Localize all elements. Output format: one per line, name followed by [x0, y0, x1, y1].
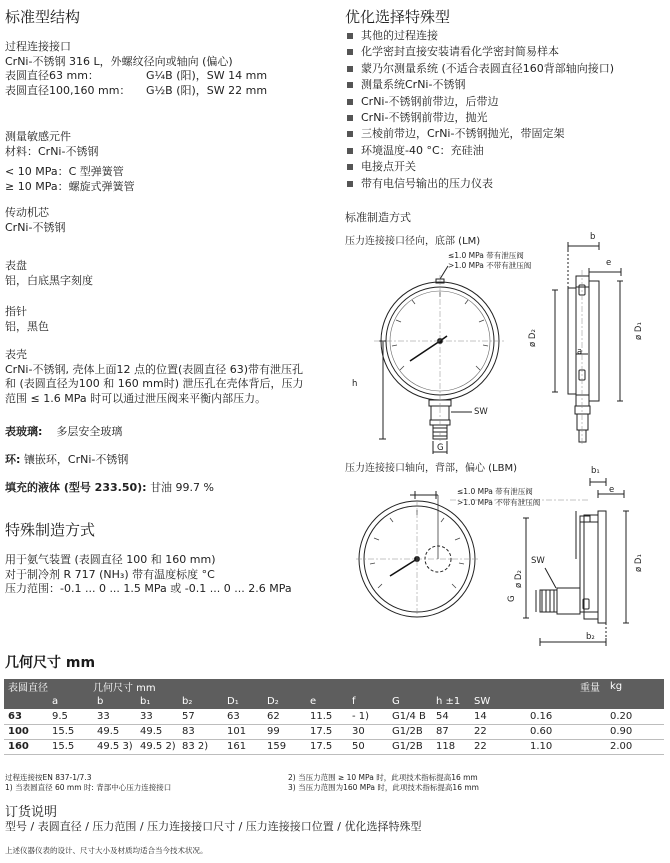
- option-item: 测量系统CrNi-不锈钢: [345, 77, 614, 93]
- special-title: 特殊制造方式: [5, 521, 96, 539]
- section-line: 铝，白底黑字刻度: [5, 273, 93, 287]
- section-case: [5, 348, 304, 406]
- fill-spec: [5, 481, 214, 496]
- dim-sw2: SW: [531, 556, 545, 566]
- order-text: 型号 / 表圆直径 / 压力范围 / 压力连接接口尺寸 / 压力连接接口位置 / 优化选择特殊型: [5, 820, 422, 833]
- option-item: 三棱前带边，CrNi-不锈钢抛光，带固定架: [345, 126, 614, 142]
- header-weight-unit: kg: [606, 679, 664, 694]
- dim-d1: ø D₁: [634, 322, 644, 340]
- special-line: 压力范围：-0.1 ... 0 ... 1.5 MPa 或 -0.1 ... 0 ... 2.6 MPa: [5, 582, 292, 595]
- diagram1-note-1: ≤1.0 MPa 带有泄压阀: [448, 251, 524, 260]
- dim-d2b: ø D₂: [514, 570, 524, 588]
- diagram1-note-2: >1.0 MPa 不带有泄压阀: [448, 261, 532, 270]
- diagram1-drawing: [340, 230, 665, 458]
- col-header: f: [348, 694, 388, 709]
- option-item: 其他的过程连接: [345, 28, 614, 44]
- section-pointer: [5, 305, 49, 334]
- special-line: 对于制冷剂 R 717 (NH₃) 带有温度标度 °C: [5, 567, 215, 581]
- dim-sw: SW: [474, 407, 488, 417]
- dim-h: h: [352, 379, 358, 389]
- fill-value: 甘油 99.7 %: [150, 481, 214, 494]
- section-process-connection: [5, 40, 268, 98]
- footnote: 1) 当表圆直径 60 mm 时: 背部中心压力连接接口: [5, 782, 172, 792]
- footnote: 3) 当压力范围为160 MPa 时，此项技术指标提高16 mm: [288, 782, 479, 792]
- col-header: h ±1: [432, 694, 470, 709]
- row-value: G½B (阳)，SW 22 mm: [146, 83, 268, 97]
- standard-label: 标准制造方式: [345, 211, 411, 224]
- section-sensing-element: [5, 130, 135, 194]
- col-header: b: [93, 694, 136, 709]
- dim-b: b: [590, 232, 596, 242]
- col-header: D₁: [223, 694, 263, 709]
- section-dial: [5, 259, 93, 288]
- diagram2-note-2: >1.0 MPa 不带有泄压阀: [457, 498, 541, 507]
- table-row: 160 15.5 49.5 3) 49.5 2) 83 2) 161 159 17.5 50 G1/2B 118 22 1.10 2.00: [4, 739, 664, 754]
- col-header: b₂: [178, 694, 223, 709]
- option-item: 蒙乃尔测量系统 (不适合表圆直径160背部轴向接口): [345, 61, 614, 77]
- special-lines: [5, 553, 292, 597]
- section-movement: [5, 206, 65, 235]
- special-line: 用于氨气装置 (表圆直径 100 和 160 mm): [5, 553, 216, 566]
- dim-d1b: ø D₁: [634, 554, 644, 572]
- ring-label: 环:: [5, 453, 21, 466]
- table-footnotes-right: [288, 773, 479, 792]
- section-heading: 表盘: [5, 259, 27, 272]
- order-title: 订货说明: [5, 805, 58, 820]
- option-item: 带有电信号输出的压力仪表: [345, 176, 614, 192]
- section-heading: 传动机芯: [5, 206, 49, 219]
- footnote: 过程连接按EN 837-1/7.3: [5, 773, 92, 782]
- section-heading: 表壳: [5, 348, 27, 361]
- right-title: 优化选择特殊型: [345, 8, 451, 26]
- diagram2-note-1: ≤1.0 MPa 带有泄压阀: [457, 487, 533, 496]
- dim-e2: e: [609, 485, 615, 495]
- section-heading: 指针: [5, 305, 27, 318]
- section-line: 和 (表圆直径为100 和 160 mm时) 泄压孔在壳体背后，压力: [5, 377, 304, 390]
- table-footnotes-left: [5, 773, 171, 792]
- header-dial-size: 表圆直径: [4, 679, 93, 694]
- diagram1-caption: 压力连接接口径向，底部 (LM): [345, 236, 481, 247]
- col-header: a: [48, 694, 93, 709]
- table-row: 100 15.5 49.5 49.5 83 101 99 17.5 30 G1/2B 87 22 0.60 0.90: [4, 724, 664, 739]
- section-line: 铝，黑色: [5, 319, 49, 333]
- option-item: CrNi-不锈钢前带边，抛光: [345, 110, 614, 126]
- fill-label: 填充的液体 (型号 233.50):: [5, 481, 147, 494]
- row-label: 表圆直径100,160 mm：: [5, 83, 131, 97]
- col-header: b₁: [136, 694, 178, 709]
- footnote: 2) 当压力范围 ≥ 10 MPa 时，此项技术指标提高16 mm: [288, 773, 478, 782]
- geometry-table: [4, 679, 664, 755]
- header-weight: 重量: [470, 679, 606, 694]
- header-dimensions: 几何尺寸 mm: [93, 679, 470, 694]
- dim-d2: ø D₂: [528, 329, 538, 347]
- section-line: ≥ 10 MPa：螺旋式弹簧管: [5, 179, 135, 193]
- diagram2-drawing: [340, 460, 665, 655]
- col-header: G: [388, 694, 432, 709]
- section-line: CrNi-不锈钢, 壳体上面12 点的位置(表圆直径 63)带有泄压孔: [5, 362, 304, 376]
- option-item: 化学密封直接安装请看化学密封简易样本: [345, 44, 614, 60]
- option-item: 环境温度-40 °C：充硅油: [345, 143, 614, 159]
- section-line: CrNi-不锈钢: [5, 220, 66, 234]
- col-header: SW: [470, 694, 526, 709]
- dim-b2: b₂: [586, 632, 595, 642]
- dim-e: e: [606, 258, 612, 268]
- section-heading: 测量敏感元件: [5, 130, 71, 143]
- order-note: 上述仪器仪表的设计、尺寸大小及材质均适合当今技术状况。: [5, 846, 208, 855]
- ring-value: 镶嵌环，CrNi-不锈钢: [23, 453, 129, 466]
- section-line: 范围 ≤ 1.6 MPa 时可以通过泄压阀来平衡内部压力。: [5, 391, 267, 405]
- dim-g2: G: [507, 595, 517, 602]
- option-item: CrNi-不锈钢前带边，后带边: [345, 94, 614, 110]
- dim-g: G: [437, 443, 444, 453]
- window-label: 表玻璃:: [5, 425, 43, 438]
- col-header: e: [306, 694, 348, 709]
- table-row: 63 9.5 33 33 57 63 62 11.5 - 1) G1/4 B 54 14 0.16 0.20: [4, 709, 664, 724]
- row-label: 表圆直径63 mm：: [5, 69, 99, 82]
- section-line: CrNi-不锈钢 316 L，外螺纹径向或轴向 (偏心): [5, 54, 233, 68]
- ring-spec: [5, 453, 128, 468]
- option-item: 电接点开关: [345, 159, 614, 175]
- window-spec: [5, 425, 122, 440]
- row-value: G¼B (阳)，SW 14 mm: [146, 69, 268, 82]
- dim-b1: b₁: [591, 466, 600, 476]
- section-heading: 过程连接接口: [5, 40, 71, 53]
- section-line: < 10 MPa：C 型弹簧管: [5, 165, 124, 178]
- option-list: [345, 28, 614, 192]
- geometry-title: 几何尺寸 mm: [5, 655, 96, 671]
- window-value: 多层安全玻璃: [56, 425, 123, 438]
- col-header: D₂: [263, 694, 306, 709]
- diagram2-caption: 压力连接接口轴向，背部，偏心 (LBM): [345, 463, 518, 474]
- left-title: 标准型结构: [5, 8, 81, 26]
- section-line: 材料：CrNi-不锈钢: [5, 144, 99, 158]
- dim-a: a: [577, 347, 583, 357]
